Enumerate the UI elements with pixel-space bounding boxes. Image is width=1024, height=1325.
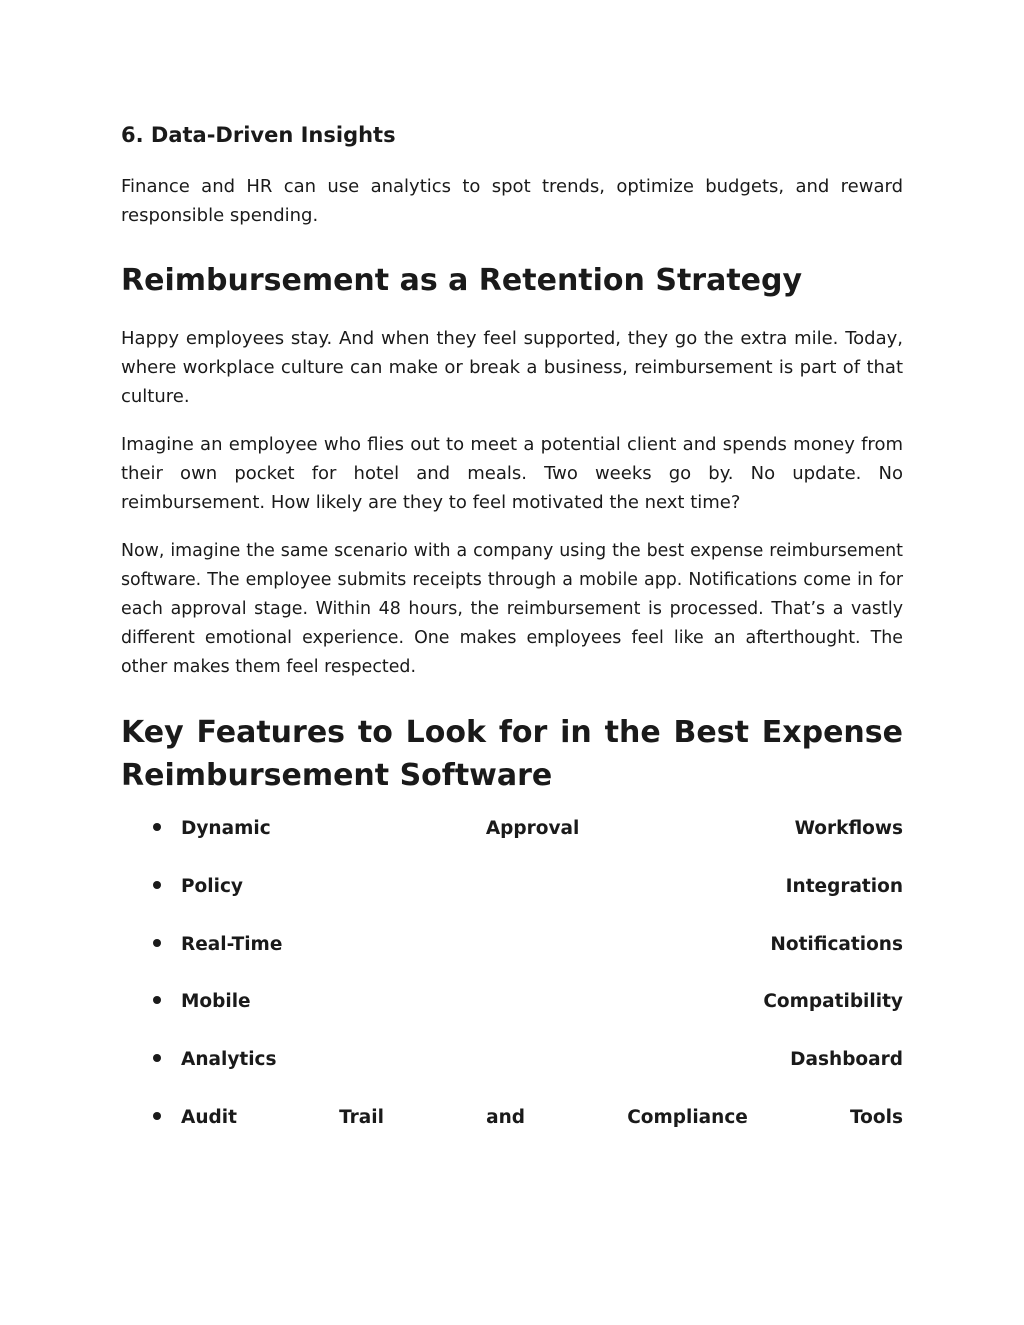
- paragraph-retention-2: Imagine an employee who flies out to meet a potential client and spends money from their own pocket for hotel and meals. Two weeks go by. No update. No reimbursement. How likely are they to feel motivated the next time?: [121, 434, 903, 513]
- feature-word: Integration: [785, 875, 903, 897]
- feature-word: Mobile: [181, 991, 251, 1013]
- feature-label: [181, 873, 903, 901]
- feature-word: Approval: [485, 818, 580, 839]
- feature-word: Compatibility: [763, 991, 903, 1013]
- feature-word: Real-Time: [181, 933, 283, 955]
- heading-retention-strategy: Reimbursement as a Retention Strategy: [121, 263, 803, 298]
- feature-list-item: [121, 815, 903, 873]
- feature-word: Analytics: [181, 1049, 277, 1071]
- feature-word: Trail: [339, 1106, 384, 1128]
- feature-word: Audit: [181, 1106, 237, 1128]
- bullet-icon: [153, 823, 161, 831]
- heading-key-features: Key Features to Look for in the Best Expense Reimbursement Software: [121, 715, 903, 793]
- bullet-icon: [153, 1112, 161, 1120]
- feature-word: Workflows: [794, 818, 903, 839]
- feature-list-item: [121, 931, 903, 989]
- feature-word: Tools: [850, 1106, 903, 1128]
- feature-word: Dynamic: [181, 818, 271, 839]
- paragraph-data-driven-insights: Finance and HR can use analytics to spot trends, optimize budgets, and reward responsible spending.: [121, 176, 903, 226]
- bullet-icon: [153, 1054, 161, 1062]
- section-heading-data-driven-insights: 6. Data-Driven Insights: [121, 123, 396, 147]
- feature-list-item: [121, 988, 903, 1046]
- feature-label: [181, 1046, 903, 1074]
- feature-label: [181, 1104, 903, 1132]
- feature-list-item: [121, 1104, 903, 1162]
- feature-list-item: [121, 1046, 903, 1104]
- feature-list: [121, 815, 903, 1162]
- feature-word: and: [486, 1106, 526, 1128]
- bullet-icon: [153, 939, 161, 947]
- bullet-icon: [153, 881, 161, 889]
- feature-label: [181, 931, 903, 959]
- feature-word: Policy: [181, 875, 243, 897]
- feature-label: [181, 988, 903, 1016]
- feature-list-item: [121, 873, 903, 931]
- feature-word: Dashboard: [790, 1049, 903, 1071]
- feature-label: [181, 815, 903, 843]
- bullet-icon: [153, 996, 161, 1004]
- paragraph-retention-3: Now, imagine the same scenario with a company using the best expense reimbursement software. The employee submits receipts through a mobile app. Notifications come in for each approval stage. Within 48 hours, the reimbursement is processed. That’s a vastly different emotional experience. One makes employees feel like an afterthought. The other makes them feel respected.: [121, 541, 903, 677]
- feature-word: Compliance: [627, 1106, 748, 1128]
- feature-word: Notifications: [770, 933, 903, 955]
- paragraph-retention-1: Happy employees stay. And when they feel supported, they go the extra mile. Today, where workplace culture can make or break a business, reimbursement is part of that culture.: [121, 328, 903, 407]
